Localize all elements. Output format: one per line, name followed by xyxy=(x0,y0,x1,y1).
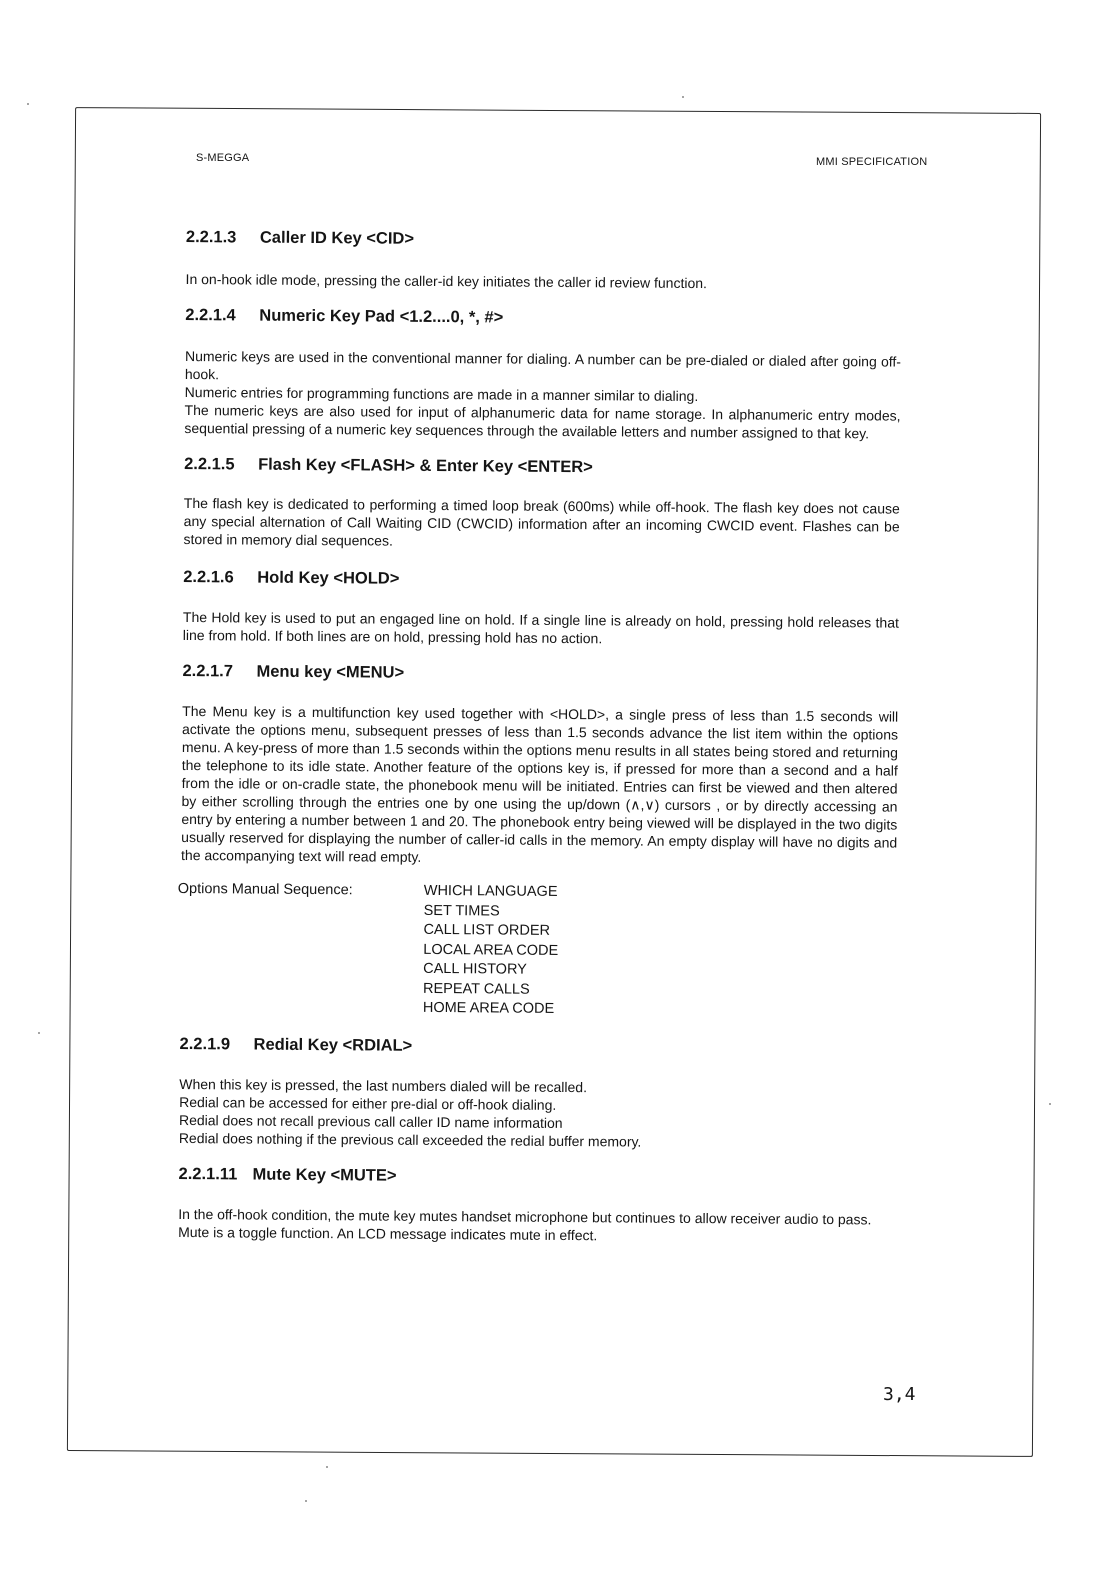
numeric-paragraphs xyxy=(184,347,901,443)
redial-line: Redial does not recall previous call caller ID name information xyxy=(178,1111,563,1131)
redial-line: Redial can be accessed for either pre-dial or off-hook dialing. xyxy=(179,1093,557,1113)
mute-paragraph: In the off-hook condition, the mute key mutes handset microphone but continues to allow receiver audio to pass. xyxy=(178,1205,872,1227)
options-item: SET TIMES xyxy=(423,902,500,919)
options-item: LOCAL AREA CODE xyxy=(423,941,559,959)
numeric-paragraph: The numeric keys are also used for input of alphanumeric data for name storage. In alphanumeric entry modes, sequential pressing of a numeric key sequences through the available letters and number assigned to that key. xyxy=(184,401,901,442)
options-item: HOME AREA CODE xyxy=(422,999,555,1017)
heading-mute-key: 2.2.1.11 Mute Key <MUTE> xyxy=(178,1164,397,1185)
heading-menu-key: 2.2.1.7 Menu key <MENU> xyxy=(182,661,405,682)
options-label: Options Manual Sequence: xyxy=(177,880,353,899)
redial-line: Redial does nothing if the previous call exceeded the redial buffer memory. xyxy=(178,1129,642,1150)
heading-numeric-key-pad: 2.2.1.4 Numeric Key Pad <1.2....0, *, #> xyxy=(185,305,504,327)
document-body xyxy=(178,228,902,1246)
menu-paragraph: The Menu key is a multifunction key used together with <HOLD>, a single press of less than 1.5 seconds will activate the options menu, subsequent presses of less than 1.5 seconds advance the list item within the options menu. A key-press of more than 1.5 seconds within the options menu results in all states being stored and returning the telephone to its idle state. Another feature of the options key is, if pressed for more than a second and a half from the idle or on-cradle state, the phonebook menu will be initiated. Entries can first be viewed and then altered by either scrolling through the entries one by one using the up/down (∧,∨) cursors , or by directly accessing an entry by entering a number between 1 and 20. The phonebook entry being viewed will be displayed in the two digits usually reserved for displaying the number of caller-id calls in the memory. An empty display will have no digits and the accompanying text will read empty. xyxy=(181,702,899,865)
options-sequence xyxy=(177,880,897,1022)
page-number: 3,4 xyxy=(883,1384,916,1405)
mute-paragraphs xyxy=(178,1204,894,1246)
scan-speck xyxy=(38,1032,40,1034)
numeric-paragraph: Numeric entries for programming functions are made in a manner similar to dialing. xyxy=(184,383,699,405)
mute-paragraph: Mute is a toggle function. An LCD message indicates mute in effect. xyxy=(178,1223,598,1243)
options-list xyxy=(423,882,559,1020)
hold-paragraph: The Hold key is used to put an engaged line on hold. If a single line is already on hold, pressing hold releases that line from hold. If both lines are on hold, pressing hold has no action. xyxy=(182,608,899,647)
heading-hold-key: 2.2.1.6 Hold Key <HOLD> xyxy=(183,567,400,588)
scan-speck xyxy=(27,103,29,105)
heading-caller-id-key: 2.2.1.3 Caller ID Key <CID> xyxy=(185,228,415,248)
header-right: MMI SPECIFICATION xyxy=(816,156,928,168)
options-item: CALL LIST ORDER xyxy=(423,921,551,939)
scan-speck xyxy=(682,96,684,98)
caller-id-paragraph: In on-hook idle mode, pressing the caller-id key initiates the caller id review function. xyxy=(185,270,708,292)
header-left: S-MEGGA xyxy=(196,152,250,164)
redial-line: When this key is pressed, the last numbers dialed will be recalled. xyxy=(179,1075,588,1095)
scan-speck xyxy=(1049,1103,1051,1105)
heading-flash-enter-key: 2.2.1.5 Flash Key <FLASH> & Enter Key <ENTER> xyxy=(184,454,593,477)
scan-speck xyxy=(305,1500,307,1502)
redial-paragraphs xyxy=(179,1074,896,1152)
options-item: CALL HISTORY xyxy=(423,960,527,978)
heading-redial-key: 2.2.1.9 Redial Key <RDIAL> xyxy=(179,1034,413,1055)
flash-paragraph: The flash key is dedicated to performing a timed loop break (600ms) while off-hook. The flash key does not cause any special alternation of Call Waiting CID (CWCID) information after an incoming CWCID event. Flashes can be stored in memory dial sequences. xyxy=(183,494,900,549)
numeric-paragraph: Numeric keys are used in the conventional manner for dialing. A number can be pre-dialed or dialed after going off-hook. xyxy=(184,347,902,383)
options-item: WHICH LANGUAGE xyxy=(423,882,558,900)
options-item: REPEAT CALLS xyxy=(422,980,530,998)
scan-speck xyxy=(326,1466,328,1468)
